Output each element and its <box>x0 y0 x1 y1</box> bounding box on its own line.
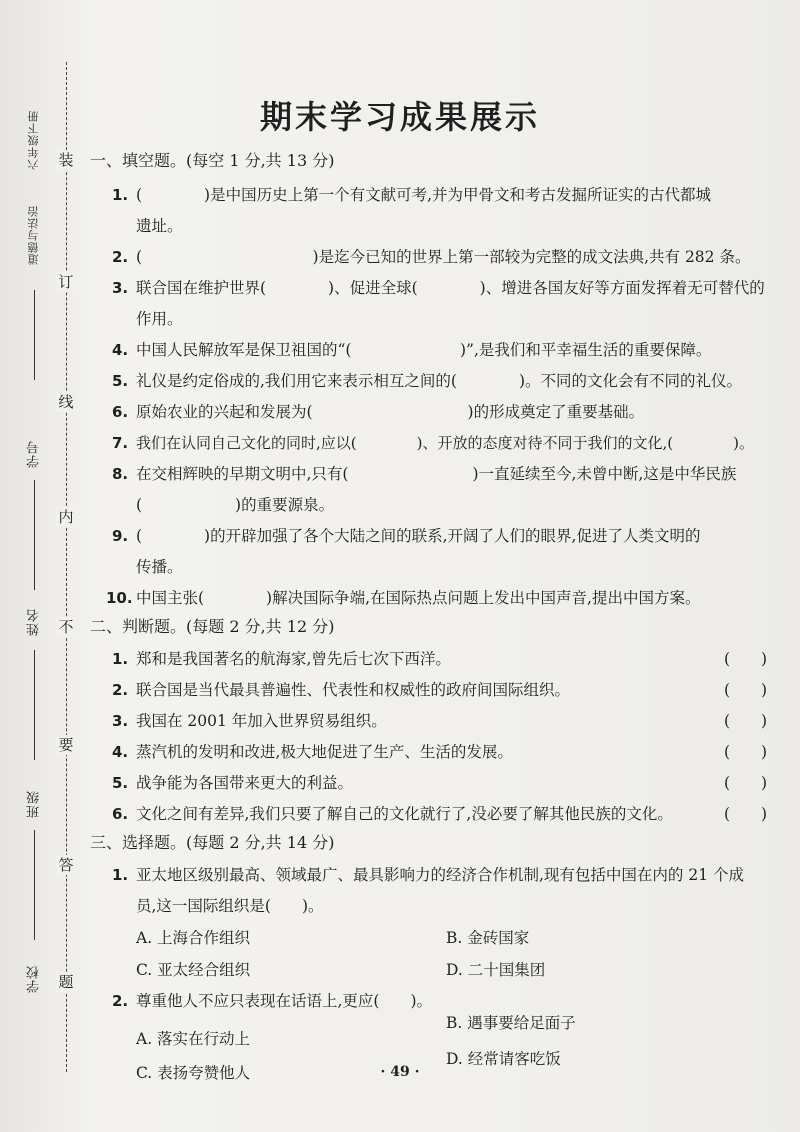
student-id-label: 学号 <box>27 440 42 468</box>
binding-char: 题 <box>56 972 76 992</box>
choice-question: 2. 尊重他人不应只表现在话语上,更应( )。 <box>112 992 433 1010</box>
fill-question: 6. 原始农业的兴起和发展为( )的形成奠定了重要基础。 <box>112 403 645 421</box>
answer-brackets: ( ) <box>724 774 768 792</box>
option-a: A. 上海合作组织 <box>136 929 251 947</box>
option-c: C. 亚太经合组织 <box>136 961 251 979</box>
true-false-question: 6. 文化之间有差异,我们只要了解自己的文化就行了,没必要了解其他民族的文化。 ( ) <box>90 799 780 830</box>
binding-char: 订 <box>56 272 76 292</box>
true-false-question: 2. 联合国是当代最具普遍性、代表性和权威性的政府间国际组织。 ( ) <box>90 675 780 706</box>
true-false-question: 3. 我国在 2001 年加入世界贸易组织。 ( ) <box>90 706 780 737</box>
fill-question: 10. 中国主张( )解决国际争端,在国际热点问题上发出中国声音,提出中国方案。 <box>106 589 701 607</box>
fill-question: 2. ( )是迄今已知的世界上第一部较为完整的成文法典,共有 282 条。 <box>112 248 751 266</box>
binding-char: 装 <box>56 150 76 170</box>
student-name-label: 姓名 <box>27 608 42 636</box>
true-false-question: 5. 战争能为各国带来更大的利益。 ( ) <box>90 768 780 799</box>
answer-brackets: ( ) <box>724 743 768 761</box>
option-b: B. 金砖国家 <box>446 929 530 947</box>
binding-char: 答 <box>56 855 76 875</box>
answer-brackets: ( ) <box>724 712 768 730</box>
binding-char: 不 <box>56 617 76 637</box>
page-number: · 49 · <box>380 1064 420 1080</box>
fill-question: 5. 礼仪是约定俗成的,我们用它来表示相互之间的( )。不同的文化会有不同的礼仪。 <box>112 372 743 390</box>
true-false-question: 4. 蒸汽机的发明和改进,极大地促进了生产、生活的发展。 ( ) <box>90 737 780 768</box>
section-true-false-heading: 二、判断题。(每题 2 分,共 12 分) <box>90 617 335 636</box>
page-title: 期末学习成果展示 <box>259 98 540 136</box>
option-d: D. 二十国集团 <box>446 961 546 979</box>
binding-char: 内 <box>56 507 76 527</box>
answer-brackets: ( ) <box>724 681 768 699</box>
class-label: 班级 <box>27 790 42 818</box>
student-name-line <box>34 650 35 760</box>
fill-question: 8. 在交相辉映的早期文明中,只有( )一直延续至今,未曾中断,这是中华民族 ( )的重要源泉。 <box>112 465 737 514</box>
fill-question: 7. 我们在认同自己文化的同时,应以( )、开放的态度对待不同于我们的文化,( )。 <box>112 434 754 452</box>
subject-label: 道德与法治 <box>27 205 40 265</box>
school-label: 学校 <box>27 965 42 993</box>
subject-underline <box>34 290 35 380</box>
section-multiple-choice-heading: 三、选择题。(每题 2 分,共 14 分) <box>90 833 335 852</box>
fill-question: 1. ( )是中国历史上第一个有文献可考,并为甲骨文和考古发掘所证实的古代都城 遗址。 <box>112 186 712 235</box>
student-id-line <box>34 480 35 590</box>
choice-question: 1. 亚太地区级别最高、领域最广、最具影响力的经济合作机制,现有包括中国在内的 21 个成 员,这一国际组织是( )。 <box>112 866 745 915</box>
option-row <box>90 954 780 986</box>
exam-content <box>90 150 780 1081</box>
true-false-question: 1. 郑和是我国著名的航海家,曾先后七次下西洋。 ( ) <box>90 644 780 675</box>
fill-question: 4. 中国人民解放军是保卫祖国的“( )”,是我们和平幸福生活的重要保障。 <box>112 341 712 359</box>
option-a: A. 落实在行动上 <box>136 1030 251 1048</box>
fill-question: 9. ( )的开辟加强了各个大陆之间的联系,开阔了人们的眼界,促进了人类文明的 传播。 <box>112 527 701 576</box>
option-c: C. 表扬夸赞他人 <box>136 1064 251 1082</box>
answer-brackets: ( ) <box>724 805 768 823</box>
binding-char: 线 <box>56 392 76 412</box>
option-d: D. 经常请客吃饭 <box>446 1050 561 1068</box>
option-b: B. 遇事要给足面子 <box>446 1014 576 1032</box>
class-line <box>34 830 35 940</box>
option-row <box>90 922 780 954</box>
binding-dashed-line <box>66 62 67 1072</box>
fill-question: 3. 联合国在维护世界( )、促进全球( )、增进各国友好等方面发挥着无可替代的 作用。 <box>112 279 765 328</box>
book-grade-label: 六年级下册 <box>27 110 40 170</box>
option-row <box>90 1014 780 1049</box>
binding-char: 要 <box>56 735 76 755</box>
answer-brackets: ( ) <box>724 650 768 668</box>
section-fill-blank-heading: 一、填空题。(每空 1 分,共 13 分) <box>90 151 335 170</box>
